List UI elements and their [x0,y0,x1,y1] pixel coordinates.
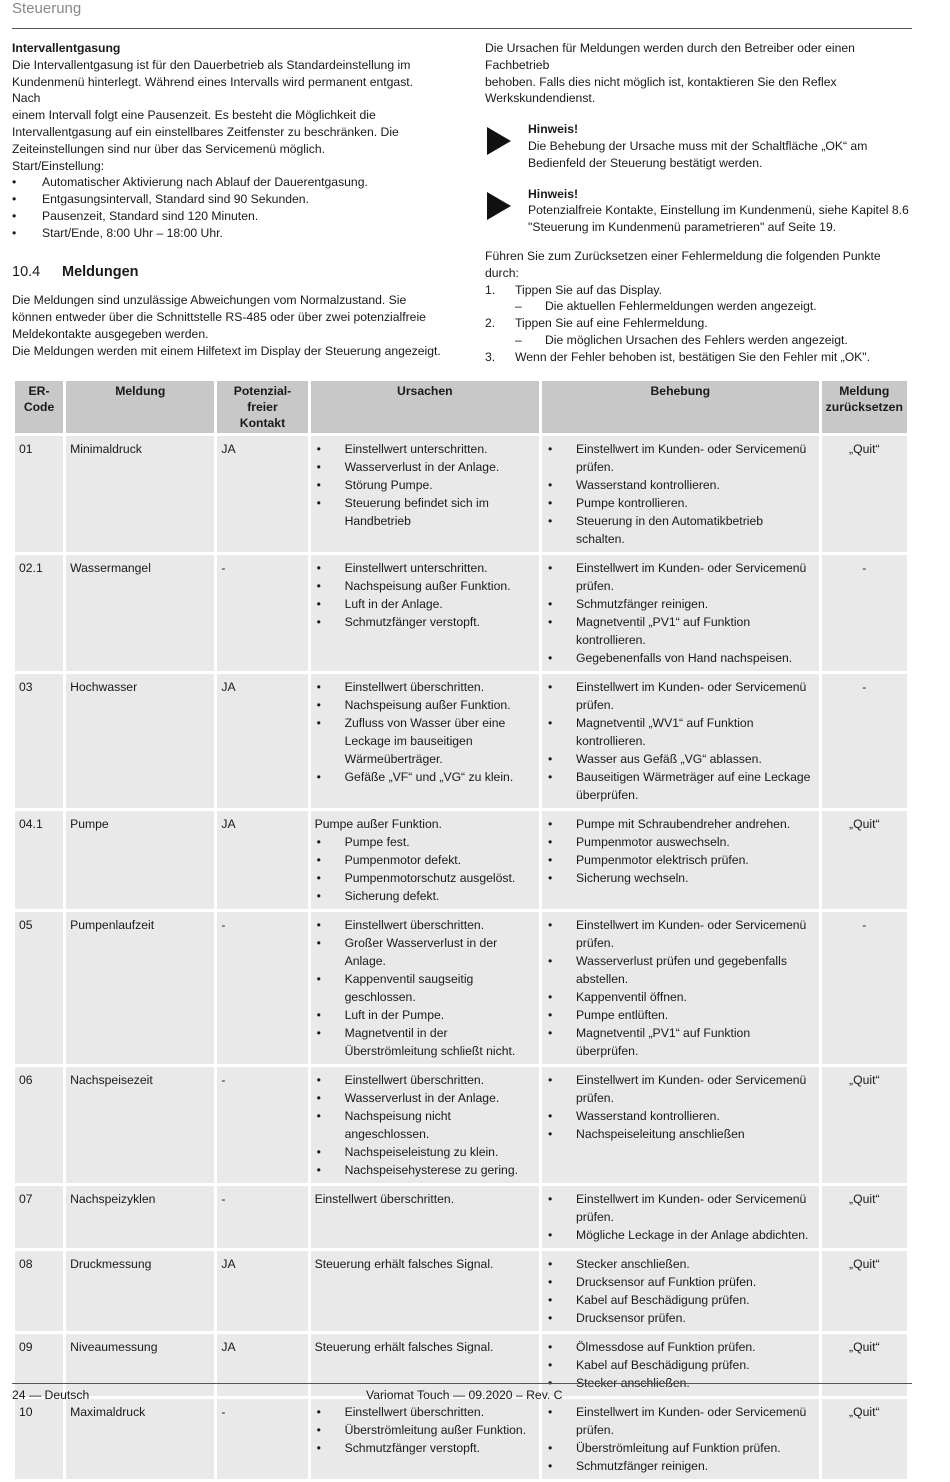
causes-cell [311,1334,539,1396]
causes-cell [311,811,539,909]
fix-list [546,815,815,887]
text-line: Werkskundendienst. [485,91,596,106]
cause-item: • Einstellwert unterschritten. [315,559,535,577]
reset-cell: - [822,555,907,671]
cause-item: • Pumpenmotorschutz ausgelöst. [315,869,535,887]
causes-cell [311,674,539,808]
bullet-item: • Entgasungsintervall, Standard sind 90 Sekunden. [12,191,442,208]
step-result: – Die möglichen Ursachen des Fehlers werden angezeigt. [485,332,915,349]
contact-cell: - [217,1186,307,1248]
page-number: 24 — Deutsch [12,1388,90,1402]
text-line: Intervallentgasung auf ein einstellbares Zeitfenster zu beschränken. Die [12,124,399,139]
contact-cell: JA [217,811,307,909]
error-code-table [12,378,910,1482]
cause-item: • Schmutzfänger verstopft. [315,1439,535,1457]
text-line: Die Ursachen für Meldungen werden durch den Betreiber oder einen Fachbetrieb [485,41,855,72]
cause-item: • Einstellwert überschritten. [315,916,535,934]
fix-item: • Wasserverlust prüfen und gegebenfalls abstellen. [546,952,815,988]
cause-item: • Sicherung defekt. [315,887,535,905]
cause-item: • Nachspeisung nicht angeschlossen. [315,1107,535,1143]
cause-item: • Überströmleitung außer Funktion. [315,1421,535,1439]
cause-item: • Großer Wasserverlust in der Anlage. [315,934,535,970]
header-er-code: ER- Code [15,381,63,433]
reset-cell: „Quit“ [822,1399,907,1479]
step-item [485,315,915,332]
hint-line: Bedienfeld der Steuerung bestätigt werden. [528,155,763,170]
fix-item: • Wasser aus Gefäß „VG“ ablassen. [546,750,815,768]
intro-paragraph [485,40,915,107]
hint-box [485,186,915,236]
right-column [485,40,915,366]
contact-cell: JA [217,1251,307,1331]
bullet-item: • Pausenzeit, Standard sind 120 Minuten. [12,208,442,225]
reset-cell: - [822,674,907,808]
cause-item: • Wasserverlust in der Anlage. [315,1089,535,1107]
text-line: einem Intervall folgt eine Pausenzeit. Es besteht die Möglichkeit die [12,108,376,123]
fix-item: • Magnetventil „PV1“ auf Funktion überprüfen. [546,1024,815,1060]
contact-cell: - [217,555,307,671]
fix-item: • Magnetventil „PV1“ auf Funktion kontrollieren. [546,613,815,649]
fix-item: • Einstellwert im Kunden- oder Servicemenü prüfen. [546,678,815,714]
message-cell: Nachspeizyklen [66,1186,214,1248]
header-reset: Meldung zurücksetzen [822,381,907,433]
document-title: Variomat Touch — 09.2020 – Rev. C [366,1388,563,1402]
table-row [15,436,907,552]
section-number: 10.4 [12,263,41,280]
message-cell: Minimaldruck [66,436,214,552]
fix-item: • Mögliche Leckage in der Anlage abdichten. [546,1226,815,1244]
hint-line: Potenzialfreie Kontakte, Einstellung im Kundenmenü, siehe Kapitel 8.6 [528,203,909,218]
fix-cell [542,912,819,1064]
fix-item: • Einstellwert im Kunden- oder Servicemenü prüfen. [546,916,815,952]
contact-cell: - [217,1067,307,1183]
step-text: Wenn der Fehler behoben ist, bestätigen Sie den Fehler mit „OK". [515,349,871,364]
fix-item: • Einstellwert im Kunden- oder Servicemenü prüfen. [546,559,815,595]
table-row [15,1251,907,1331]
play-arrow-icon [487,192,511,220]
fix-list [546,1071,815,1143]
causes-list [315,440,535,530]
text-line: Kundenmenü hinterlegt. Während eines Intervalls wird permanent entgast. Nach [12,74,414,106]
fix-item: • Einstellwert im Kunden- oder Servicemenü prüfen. [546,440,815,476]
reset-steps-list [485,282,915,366]
fix-cell [542,1067,819,1183]
reset-cell: „Quit“ [822,811,907,909]
causes-list [315,833,535,905]
cause-item: • Einstellwert unterschritten. [315,440,535,458]
play-arrow-icon [487,127,511,155]
table-row [15,1186,907,1248]
cause-item: • Gefäße „VF“ und „VG“ zu klein. [315,768,535,786]
fix-item: • Wasserstand kontrollieren. [546,1107,815,1125]
error-code-cell: 07 [15,1186,63,1248]
reset-cell: „Quit“ [822,1067,907,1183]
reset-cell: „Quit“ [822,1334,907,1396]
causes-cell [311,436,539,552]
fix-item: • Einstellwert im Kunden- oder Servicemenü prüfen. [546,1071,815,1107]
table-row [15,1334,907,1396]
error-code-cell: 06 [15,1067,63,1183]
footer-divider [12,1383,912,1384]
message-cell: Nachspeisezeit [66,1067,214,1183]
step-item [485,282,915,299]
fix-item: • Drucksensor auf Funktion prüfen. [546,1273,815,1291]
causes-list [315,1403,535,1457]
running-header: Steuerung [12,0,82,17]
hint-title: Hinweis! [528,186,579,201]
causes-cell [311,1186,539,1248]
reset-cell: - [822,912,907,1064]
message-cell: Wassermangel [66,555,214,671]
cause-item: • Steuerung befindet sich im Handbetrieb [315,494,535,530]
text-line: Die Meldungen sind unzulässige Abweichungen vom Normalzustand. Sie [12,293,407,308]
hint-line: Die Behebung der Ursache muss mit der Schaltfläche „OK“ am [528,138,868,153]
messages-paragraph [12,292,442,342]
hint-box [485,121,915,171]
error-code-cell: 05 [15,912,63,1064]
fix-cell [542,674,819,808]
fix-list [546,916,815,1060]
fix-item: • Ölmessdose auf Funktion prüfen. [546,1338,815,1356]
fix-item: • Pumpe kontrollieren. [546,494,815,512]
table-row [15,674,907,808]
causes-cell [311,555,539,671]
display-paragraph: Die Meldungen werden mit einem Hilfetext im Display der Steuerung angezeigt. [12,343,441,358]
error-code-cell: 08 [15,1251,63,1331]
start-label: Start/Einstellung: [12,158,105,173]
cause-item: • Magnetventil in der Überströmleitung schließt nicht. [315,1024,535,1060]
text-line: behoben. Falls dies nicht möglich ist, kontaktieren Sie den Reflex [485,74,837,89]
message-cell: Pumpe [66,811,214,909]
intro-paragraph [12,57,442,158]
reset-cell: „Quit“ [822,1186,907,1248]
causes-cell [311,1067,539,1183]
reset-cell: „Quit“ [822,1251,907,1331]
message-cell: Maximaldruck [66,1399,214,1479]
section-title: Meldungen [62,263,139,280]
step-text: Tippen Sie auf eine Fehlermeldung. [515,316,708,331]
header-fix: Behebung [542,381,819,433]
fix-list [546,678,815,804]
fix-item: • Schmutzfänger reinigen. [546,595,815,613]
message-cell: Hochwasser [66,674,214,808]
causes-list [315,559,535,631]
fix-cell [542,1251,819,1331]
causes-cell [311,912,539,1064]
table-header-row [15,381,907,433]
cause-item: • Störung Pumpe. [315,476,535,494]
table-row [15,912,907,1064]
fix-cell [542,555,819,671]
step-number: 3. [485,349,496,364]
fix-item: • Schmutzfänger reinigen. [546,1457,815,1475]
fix-item: • Pumpenmotor auswechseln. [546,833,815,851]
message-cell: Pumpenlaufzeit [66,912,214,1064]
fix-item: • Stecker anschließen. [546,1374,815,1392]
cause-item: • Schmutzfänger verstopft. [315,613,535,631]
fix-item: • Einstellwert im Kunden- oder Servicemenü prüfen. [546,1190,815,1226]
contact-cell: JA [217,1334,307,1396]
header-contact: Potenzial-freier Kontakt [217,381,307,433]
bullet-item: • Start/Ende, 8:00 Uhr – 18:00 Uhr. [12,225,442,242]
fix-item: • Einstellwert im Kunden- oder Servicemenü prüfen. [546,1403,815,1439]
header-causes: Ursachen [311,381,539,433]
fix-item: • Stecker anschließen. [546,1255,815,1273]
fix-cell [542,436,819,552]
fix-item: • Überströmleitung auf Funktion prüfen. [546,1439,815,1457]
cause-item: • Luft in der Anlage. [315,595,535,613]
hint-title: Hinweis! [528,122,579,137]
cause-item: • Nachspeisehysterese zu gering. [315,1161,535,1179]
cause-text: Steuerung erhält falsches Signal. [314,1340,494,1354]
message-cell: Niveaumessung [66,1334,214,1396]
fix-item: • Kabel auf Beschädigung prüfen. [546,1291,815,1309]
fix-list [546,440,815,548]
table-row [15,555,907,671]
step-number: 1. [485,282,496,297]
error-code-cell: 02.1 [15,555,63,671]
fix-item: • Pumpenmotor elektrisch prüfen. [546,851,815,869]
table-row [15,1399,907,1479]
fix-item: • Magnetventil „WV1“ auf Funktion kontrollieren. [546,714,815,750]
fix-list [546,1190,815,1244]
cause-text: Einstellwert überschritten. [314,1192,455,1206]
step-item [485,349,915,366]
causes-list [315,1071,535,1179]
fix-item: • Pumpe mit Schraubendreher andrehen. [546,815,815,833]
contact-cell: JA [217,436,307,552]
cause-item: • Zufluss von Wasser über eine Leckage im bauseitigen Wärmeüberträger. [315,714,535,768]
section-heading [12,264,442,281]
message-cell: Druckmessung [66,1251,214,1331]
cause-item: • Einstellwert überschritten. [315,678,535,696]
error-code-cell: 03 [15,674,63,808]
fix-item: • Pumpe entlüften. [546,1006,815,1024]
contact-cell: - [217,912,307,1064]
fix-item: • Nachspeiseleitung anschließen [546,1125,815,1143]
causes-cell [311,1251,539,1331]
bullet-item: • Automatischer Aktivierung nach Ablauf der Dauerentgasung. [12,174,442,191]
reset-intro: Führen Sie zum Zurücksetzen einer Fehlermeldung die folgenden Punkte durch: [485,248,881,280]
text-line: können entweder über die Schnittstelle RS-485 oder über zwei potenzialfreie [12,310,426,325]
cause-text: Pumpe außer Funktion. [314,817,442,831]
cause-item: • Wasserverlust in der Anlage. [315,458,535,476]
cause-item: • Pumpenmotor defekt. [315,851,535,869]
cause-item: • Luft in der Pumpe. [315,1006,535,1024]
contact-cell: - [217,1399,307,1479]
fix-list [546,1403,815,1475]
fix-item: • Sicherung wechseln. [546,869,815,887]
reset-cell: „Quit“ [822,436,907,552]
fix-item: • Steuerung in den Automatikbetrieb schalten. [546,512,815,548]
fix-list [546,559,815,667]
cause-text: Steuerung erhält falsches Signal. [314,1257,494,1271]
step-text: Tippen Sie auf das Display. [515,282,663,297]
error-code-cell: 10 [15,1399,63,1479]
fix-item: • Bauseitigen Wärmeträger auf eine Leckage überprüfen. [546,768,815,804]
hint-line: "Steuerung im Kundenmenü parametrieren" auf Seite 19. [528,220,837,235]
fix-cell [542,811,819,909]
fix-item: • Kappenventil öffnen. [546,988,815,1006]
step-number: 2. [485,316,496,331]
left-column [12,40,442,360]
subsection-heading: Intervallentgasung [12,41,121,55]
cause-item: • Einstellwert überschritten. [315,1403,535,1421]
fix-list [546,1255,815,1327]
cause-item: • Nachspeisung außer Funktion. [315,696,535,714]
fix-cell [542,1399,819,1479]
fix-item: • Drucksensor prüfen. [546,1309,815,1327]
fix-item: • Wasserstand kontrollieren. [546,476,815,494]
cause-item: • Kappenventil saugseitig geschlossen. [315,970,535,1006]
cause-item: • Einstellwert überschritten. [315,1071,535,1089]
error-code-cell: 01 [15,436,63,552]
cause-item: • Nachspeisung außer Funktion. [315,577,535,595]
error-code-cell: 04.1 [15,811,63,909]
text-line: Meldekontakte ausgegeben werden. [12,326,209,341]
step-result: – Die aktuellen Fehlermeldungen werden angezeigt. [485,298,915,315]
contact-cell: JA [217,674,307,808]
causes-list [315,916,535,1060]
fix-cell [542,1186,819,1248]
table-row [15,1067,907,1183]
header-divider [12,28,912,29]
cause-item: • Pumpe fest. [315,833,535,851]
causes-cell [311,1399,539,1479]
cause-item: • Nachspeiseleistung zu klein. [315,1143,535,1161]
table-row [15,811,907,909]
fix-item: • Kabel auf Beschädigung prüfen. [546,1356,815,1374]
causes-list [315,678,535,786]
header-message: Meldung [66,381,214,433]
text-line: Die Intervallentgasung ist für den Dauerbetrieb als Standardeinstellung im [12,57,411,72]
text-line: Zeiteinstellungen sind nur über das Servicemenü möglich. [12,141,325,156]
fix-item: • Gegebenenfalls von Hand nachspeisen. [546,649,815,667]
error-code-cell: 09 [15,1334,63,1396]
fix-cell [542,1334,819,1396]
